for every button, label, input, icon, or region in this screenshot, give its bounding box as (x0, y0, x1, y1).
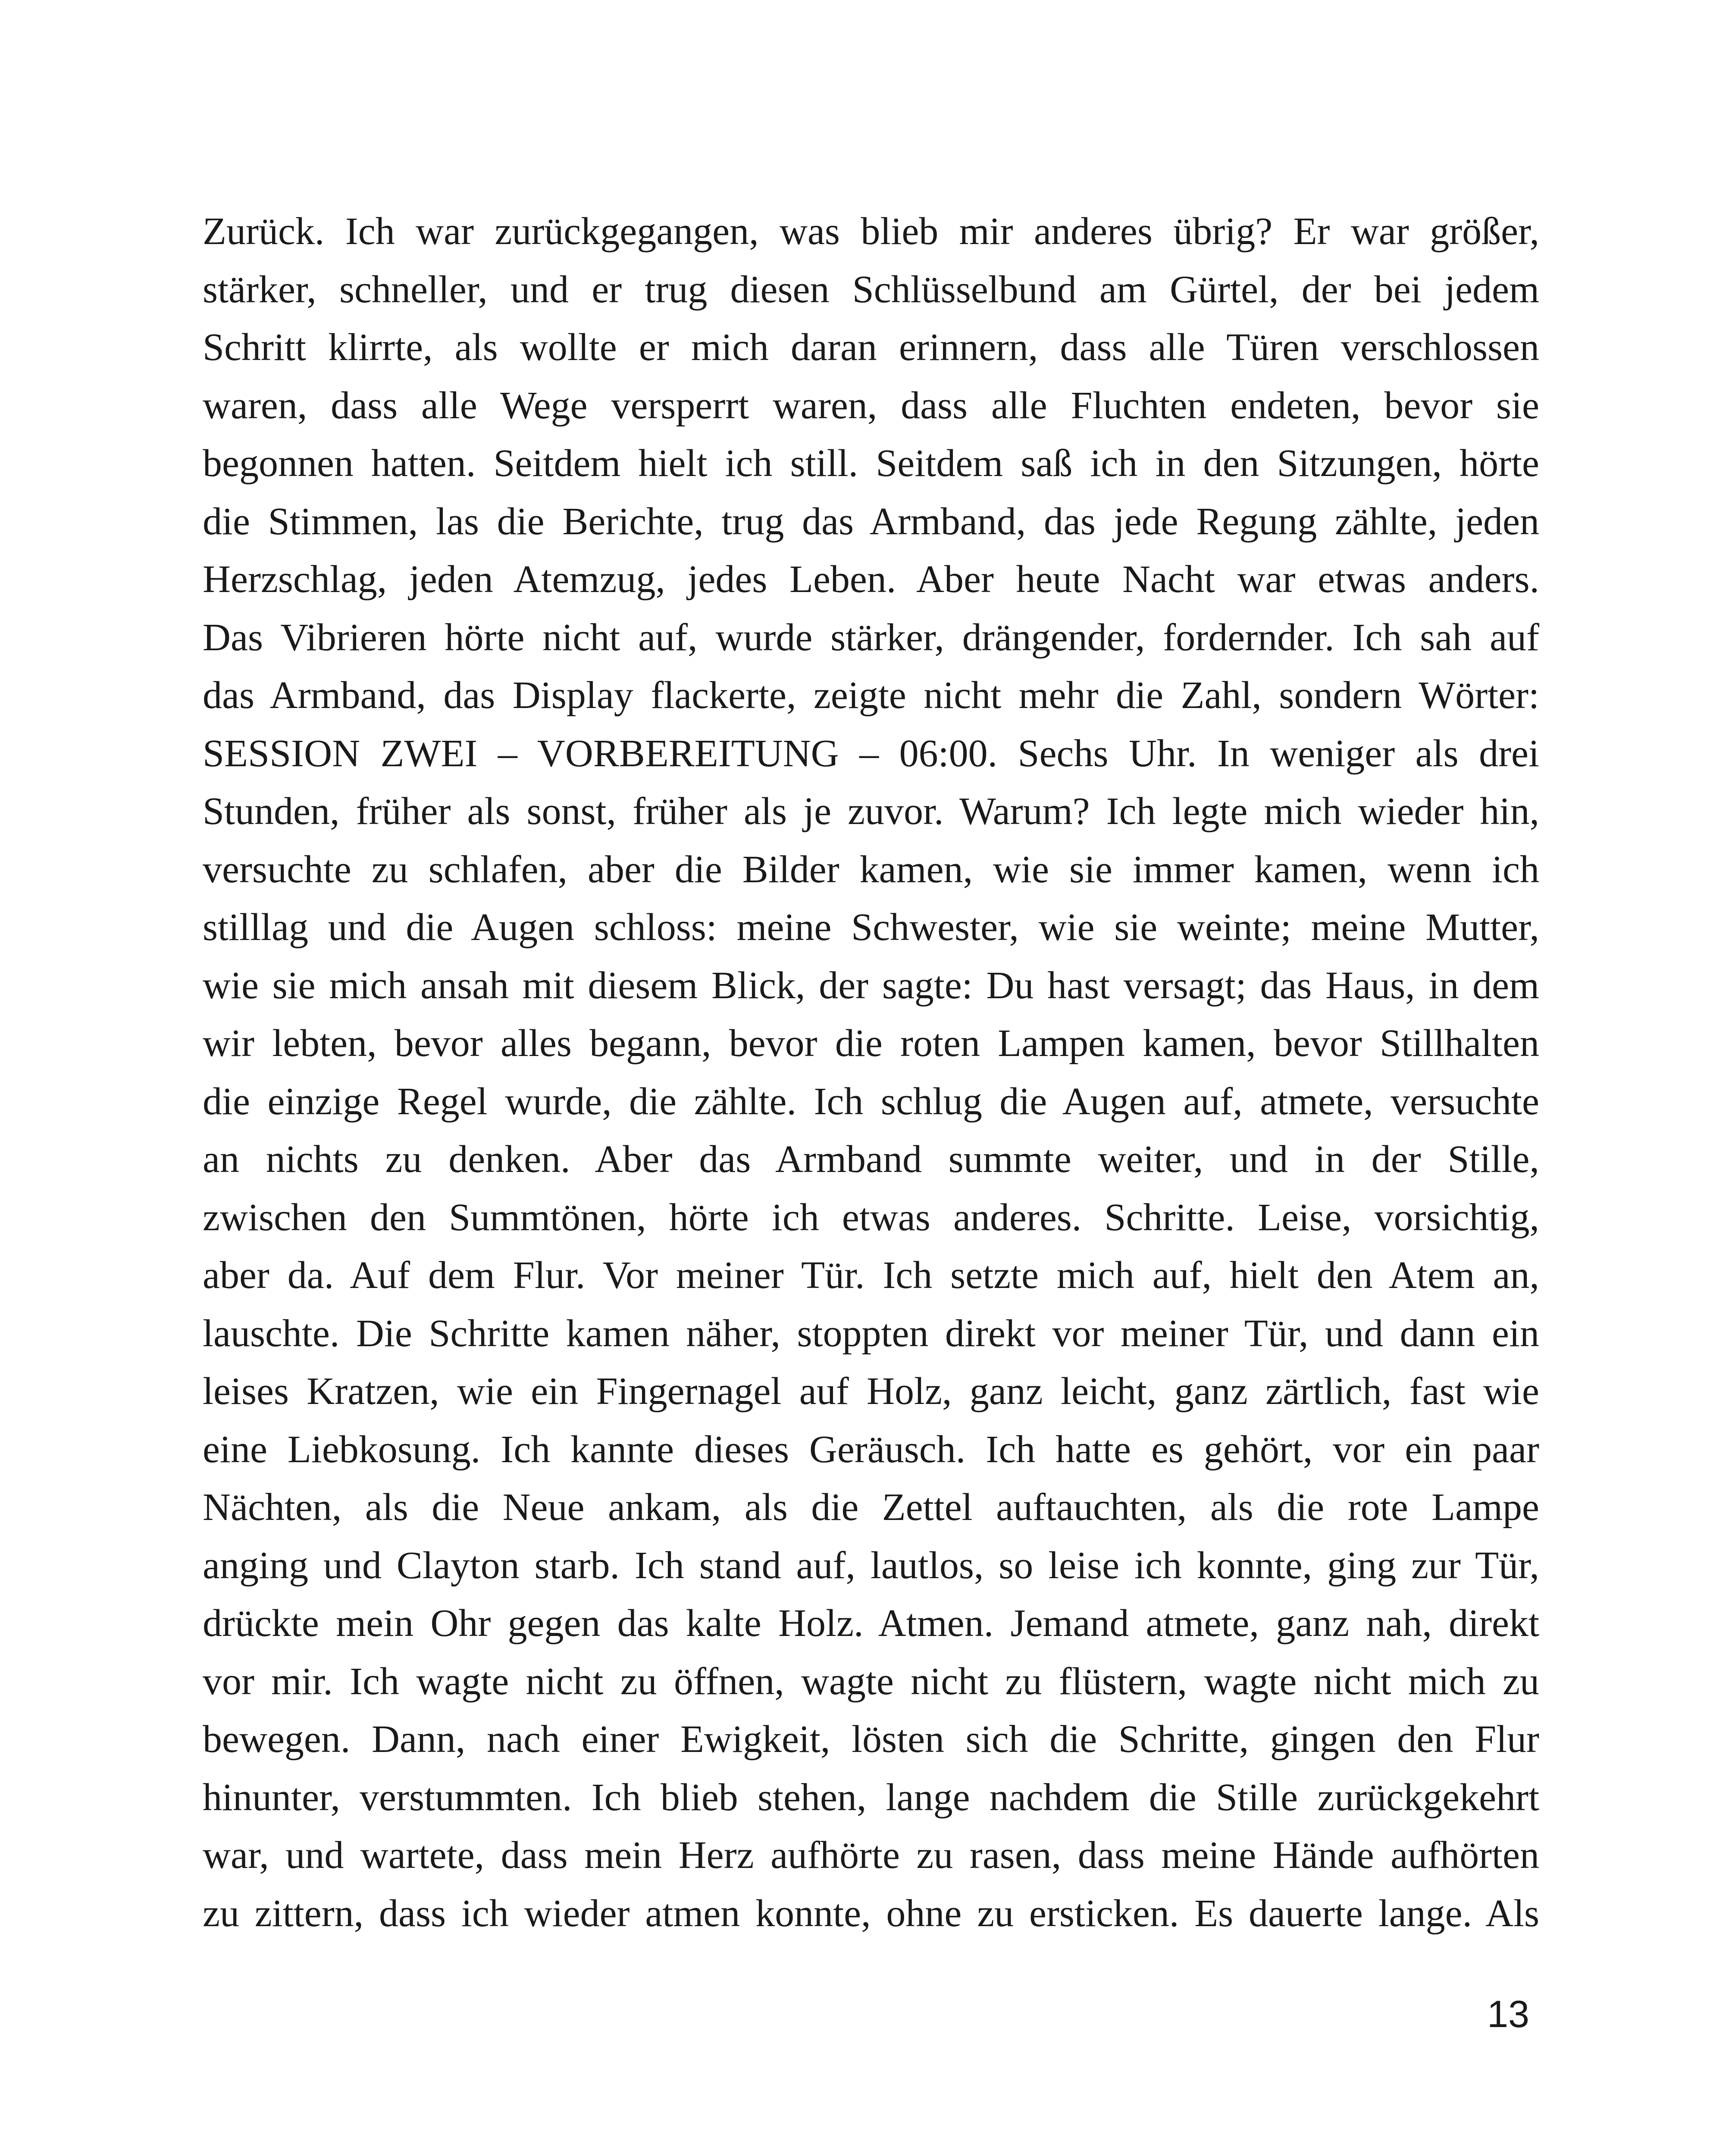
text-line: leises Kratzen, wie ein Fingernagel auf Holz, ganz leicht, ganz zärtlich, fast wie (203, 1370, 1539, 1413)
text-line: die einzige Regel wurde, die zählte. Ich schlug die Augen auf, atmete, versuchte (203, 1080, 1539, 1123)
text-line: wir lebten, bevor alles begann, bevor die roten Lampen kamen, bevor Stillhalten (203, 1022, 1539, 1065)
text-line: waren, dass alle Wege versperrt waren, dass alle Fluchten endeten, bevor sie (203, 384, 1539, 427)
text-line: zwischen den Summtönen, hörte ich etwas anderes. Schritte. Leise, vorsichtig, (203, 1196, 1539, 1239)
text-line: Nächten, als die Neue ankam, als die Zettel auftauchten, als die rote Lampe (203, 1486, 1539, 1529)
text-line: anging und Clayton starb. Ich stand auf, lautlos, so leise ich konnte, ging zur Tür, (203, 1544, 1539, 1587)
text-line: bewegen. Dann, nach einer Ewigkeit, lösten sich die Schritte, gingen den Flur (203, 1718, 1539, 1761)
text-line: zu zittern, dass ich wieder atmen konnte, ohne zu ersticken. Es dauerte lange. Als (203, 1892, 1539, 1935)
text-line: war, und wartete, dass mein Herz aufhörte zu rasen, dass meine Hände aufhörten (203, 1834, 1539, 1877)
page-number: 13 (1487, 1993, 1529, 2035)
text-line: begonnen hatten. Seitdem hielt ich still. Seitdem saß ich in den Sitzungen, hörte (203, 442, 1539, 485)
text-line: stärker, schneller, und er trug diesen Schlüsselbund am Gürtel, der bei jedem (203, 268, 1539, 311)
text-line: drückte mein Ohr gegen das kalte Holz. Atmen. Jemand atmete, ganz nah, direkt (203, 1602, 1539, 1645)
text-line: Stunden, früher als sonst, früher als je zuvor. Warum? Ich legte mich wieder hin, (203, 790, 1539, 833)
text-line: an nichts zu denken. Aber das Armband summte weiter, und in der Stille, (203, 1138, 1539, 1181)
text-line: Zurück. Ich war zurückgegangen, was blieb mir anderes übrig? Er war größer, (203, 210, 1539, 253)
text-line: wie sie mich ansah mit diesem Blick, der sagte: Du hast versagt; das Haus, in dem (203, 964, 1539, 1007)
text-line: aber da. Auf dem Flur. Vor meiner Tür. Ich setzte mich auf, hielt den Atem an, (203, 1254, 1539, 1297)
text-line: SESSION ZWEI – VORBEREITUNG – 06:00. Sechs Uhr. In weniger als drei (203, 732, 1539, 775)
text-line: Schritt klirrte, als wollte er mich daran erinnern, dass alle Türen verschlossen (203, 326, 1539, 369)
text-line: versuchte zu schlafen, aber die Bilder kamen, wie sie immer kamen, wenn ich (203, 848, 1539, 891)
text-line: vor mir. Ich wagte nicht zu öffnen, wagte nicht zu flüstern, wagte nicht mich zu (203, 1660, 1539, 1703)
text-line: das Armband, das Display flackerte, zeigte nicht mehr die Zahl, sondern Wörter: (203, 674, 1539, 717)
text-line: die Stimmen, las die Berichte, trug das Armband, das jede Regung zählte, jeden (203, 500, 1539, 543)
text-line: Herzschlag, jeden Atemzug, jedes Leben. Aber heute Nacht war etwas anders. (203, 558, 1539, 601)
text-line: stilllag und die Augen schloss: meine Schwester, wie sie weinte; meine Mutter, (203, 906, 1539, 949)
text-line: eine Liebkosung. Ich kannte dieses Geräusch. Ich hatte es gehört, vor ein paar (203, 1428, 1539, 1471)
text-line: Das Vibrieren hörte nicht auf, wurde stärker, drängender, fordernder. Ich sah auf (203, 616, 1539, 659)
text-line: lauschte. Die Schritte kamen näher, stoppten direkt vor meiner Tür, und dann ein (203, 1312, 1539, 1355)
body-text (203, 203, 1539, 1943)
text-line: hinunter, verstummten. Ich blieb stehen, lange nachdem die Stille zurückgekehrt (203, 1776, 1539, 1819)
